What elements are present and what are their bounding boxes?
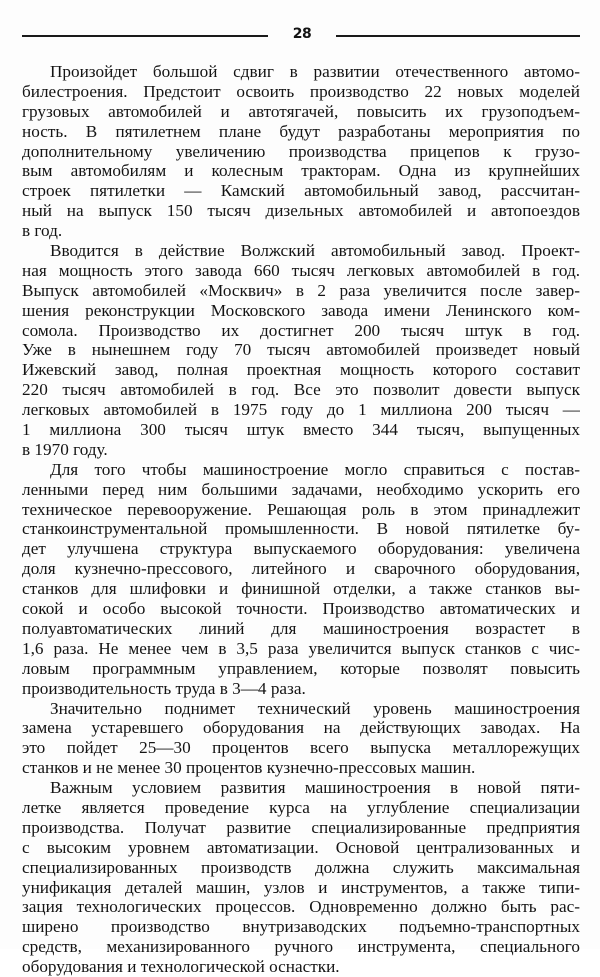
header-rule-left [22,35,268,37]
page-header [22,22,580,46]
text-line: билестроения. Предстоит освоить производство 22 новых моделей [22,81,580,101]
text-line: дополнительному увеличению производства прицепов к грузо- [22,141,580,161]
text-line: средств, механизированного ручного инструмента, специального [22,937,580,957]
text-line: 1 миллиона 300 тысяч штук вместо 344 тысяч, выпущенных [22,420,580,440]
page-body [22,62,580,977]
text-line: станков для шлифовки и финишной отделки, а также станков вы- [22,579,580,599]
text-line: ленными перед ним большими задачами, необходимо ускорить его [22,479,580,499]
text-line: грузовых автомобилей и автотягачей, повысить их грузоподъем- [22,101,580,121]
text-line: полуавтоматических линий для машиностроения возрастет в [22,618,580,638]
paragraph [22,241,580,460]
text-line: ность. В пятилетнем плане будут разработаны мероприятия по [22,121,580,141]
text-line: оборудования и технологической оснастки. [22,957,340,977]
page-number: 28 [292,26,312,42]
text-line: ный на выпуск 150 тысяч дизельных автомобилей и автопоездов [22,201,580,221]
text-line: Важным условием развития машиностроения в новой пяти- [50,778,580,798]
text-line: летке является проведение курса на углубление специализации [22,797,580,817]
text-line: унификация деталей машин, узлов и инструментов, а также типи- [22,877,580,897]
text-line: производительность труда в 3—4 раза. [22,678,306,698]
text-line: ная мощность этого завода 660 тысяч легковых автомобилей в год. [22,260,580,280]
text-line: станкоинструментальной промышленности. В новой пятилетке бу- [22,519,580,539]
text-line: Выпуск автомобилей «Москвич» в 2 раза увеличится после завер- [22,280,580,300]
text-line: Ижевский завод, полная проектная мощность которого составит [22,360,580,380]
header-rule-right [336,35,580,37]
text-line: Вводится в действие Волжский автомобильный завод. Проект- [50,241,580,261]
paragraph [22,460,580,699]
text-line: Произойдет большой сдвиг в развитии отечественного автомо- [50,62,580,81]
text-line: Значительно поднимет технический уровень машиностроения [50,698,580,718]
text-line: сокой и особо высокой точности. Производство автоматических и [22,599,580,619]
text-line: 220 тысяч автомобилей в год. Все это позволит довести выпуск [22,380,580,400]
text-line: Уже в нынешнем году 70 тысяч автомобилей произведет новый [22,340,580,360]
text-line: сомола. Производство их достигнет 200 тысяч штук в год. [22,320,580,340]
text-line: зация технологических процессов. Одновременно должно быть рас- [22,897,580,917]
text-line: это пойдет 25—30 процентов всего выпуска металлорежущих [22,738,580,758]
text-line: станков и не менее 30 процентов кузнечно-прессовых машин. [22,758,476,778]
paragraph [22,699,580,779]
text-line: техническое перевооружение. Решающая роль в этом принадлежит [22,499,580,519]
text-line: дет улучшена структура выпускаемого оборудования: увеличена [22,539,580,559]
text-line: в год. [22,221,63,241]
text-line: строек пятилетки — Камский автомобильный завод, рассчитан- [22,181,580,201]
text-line: легковых автомобилей в 1975 году до 1 миллиона 200 тысяч — [22,400,580,420]
text-line: ширено производство внутризаводских подъемно-транспортных [22,917,580,937]
text-line: с высоким уровнем автоматизации. Основой централизованных и [22,837,580,857]
paragraph [22,778,580,977]
text-line: вым автомобилям и колесным тракторам. Одна из крупнейших [22,161,580,181]
text-line: шения реконструкции Московского завода имени Ленинского ком- [22,300,580,320]
text-line: специализированных производств должна служить максимальная [22,857,580,877]
text-line: 1,6 раза. Не менее чем в 3,5 раза увеличится выпуск станков с чис- [22,638,580,658]
text-line: доля кузнечно-прессового, литейного и сварочного оборудования, [22,559,580,579]
text-line: производства. Получат развитие специализированные предприятия [22,817,580,837]
paragraph [22,62,580,241]
text-line: ловым программным управлением, которые позволят повысить [22,658,580,678]
text-line: Для того чтобы машиностроение могло справиться с постав- [50,459,580,479]
text-line: замена устаревшего оборудования на действующих заводах. На [22,718,580,738]
text-line: в 1970 году. [22,439,108,459]
